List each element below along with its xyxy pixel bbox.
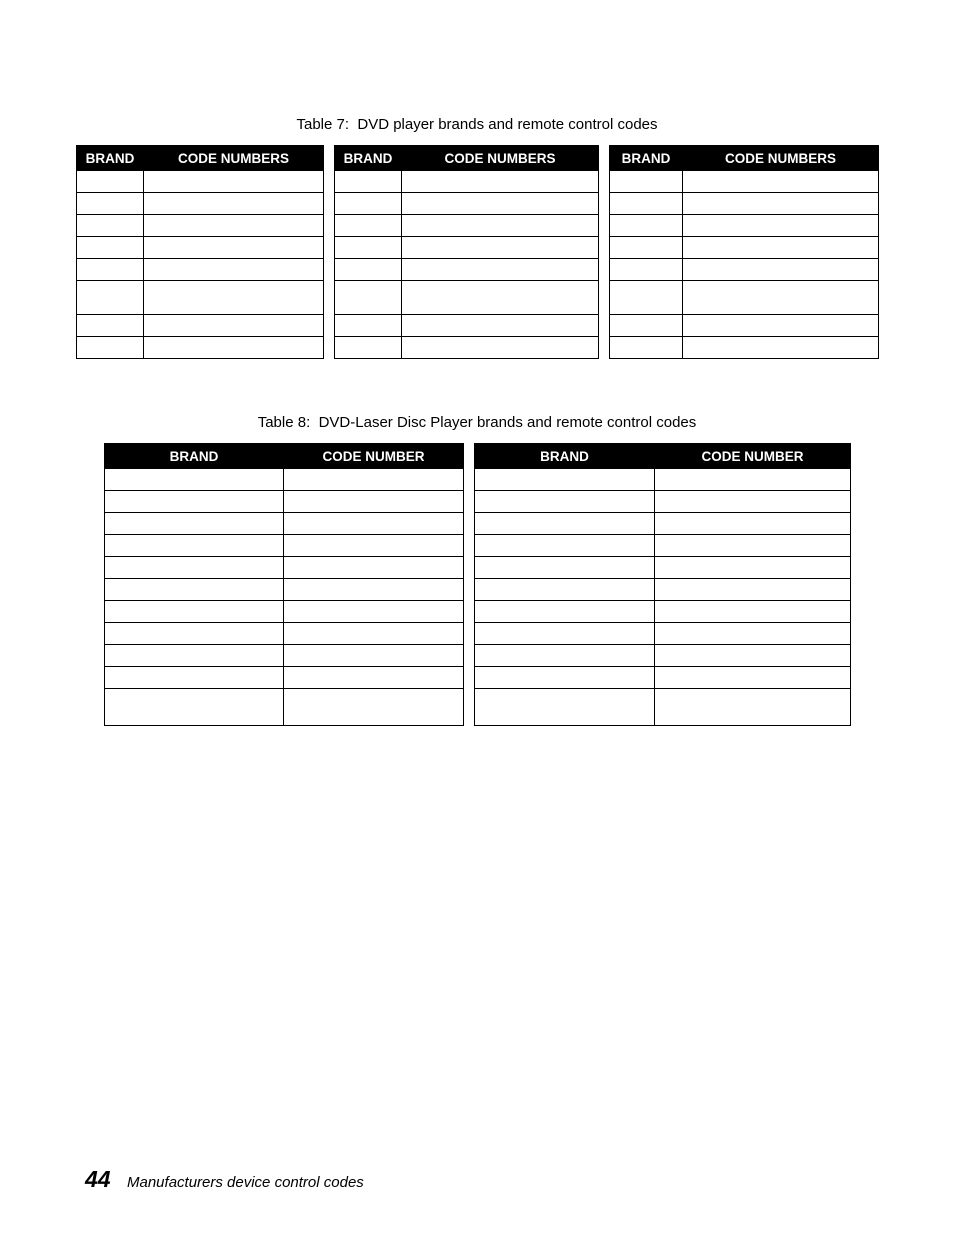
table-row — [475, 469, 851, 491]
table-row — [610, 259, 879, 281]
table7-panel-2 — [334, 145, 599, 359]
table-row — [77, 281, 324, 315]
table-row — [610, 337, 879, 359]
table-row — [105, 579, 464, 601]
code-numbers-header: CODE NUMBERS — [683, 146, 879, 171]
table-header-row — [335, 146, 599, 171]
table-row — [105, 689, 464, 726]
table-row — [475, 535, 851, 557]
table-row — [335, 237, 599, 259]
table8-caption: Table 8: DVD-Laser Disc Player brands and remote control codes — [257, 414, 697, 431]
table-row — [610, 215, 879, 237]
page-number: 44 — [85, 1166, 111, 1192]
table-row — [610, 315, 879, 337]
table-row — [475, 645, 851, 667]
table-row — [77, 215, 324, 237]
table-header-row — [475, 444, 851, 469]
table-row — [77, 237, 324, 259]
code-number-header: CODE NUMBER — [284, 444, 464, 469]
table-row — [77, 315, 324, 337]
table-row — [105, 513, 464, 535]
brand-header: BRAND — [610, 146, 683, 171]
table-row — [610, 281, 879, 315]
table-row — [105, 535, 464, 557]
table-row — [335, 315, 599, 337]
table-row — [335, 281, 599, 315]
table-row — [475, 557, 851, 579]
table-row — [77, 259, 324, 281]
table7-caption: Table 7: DVD player brands and remote control codes — [296, 116, 658, 133]
table-row — [610, 237, 879, 259]
table-row — [77, 193, 324, 215]
table7-panel-3 — [609, 145, 879, 359]
table-row — [335, 215, 599, 237]
table-row — [77, 337, 324, 359]
brand-header: BRAND — [475, 444, 655, 469]
table8-panel-2 — [474, 443, 851, 726]
table-header-row — [610, 146, 879, 171]
table-row — [475, 689, 851, 726]
table-row — [475, 579, 851, 601]
brand-header: BRAND — [77, 146, 144, 171]
brand-header: BRAND — [105, 444, 284, 469]
table-row — [335, 259, 599, 281]
table-row — [105, 667, 464, 689]
table-row — [475, 601, 851, 623]
table-row — [475, 513, 851, 535]
table-row — [475, 491, 851, 513]
table-row — [105, 557, 464, 579]
table-row — [475, 667, 851, 689]
table-row — [335, 171, 599, 193]
section-title: Manufacturers device control codes — [127, 1174, 364, 1191]
table-row — [610, 171, 879, 193]
table-row — [335, 337, 599, 359]
table-row — [105, 623, 464, 645]
code-numbers-header: CODE NUMBERS — [402, 146, 599, 171]
table-row — [105, 601, 464, 623]
table-row — [77, 171, 324, 193]
code-numbers-header: CODE NUMBERS — [144, 146, 324, 171]
table-row — [105, 645, 464, 667]
table-header-row — [77, 146, 324, 171]
table-row — [105, 469, 464, 491]
table-header-row — [105, 444, 464, 469]
table-row — [610, 193, 879, 215]
code-number-header: CODE NUMBER — [655, 444, 851, 469]
table-row — [335, 193, 599, 215]
table-row — [475, 623, 851, 645]
table8-panel-1 — [104, 443, 464, 726]
brand-header: BRAND — [335, 146, 402, 171]
table7-panel-1 — [76, 145, 324, 359]
table-row — [105, 491, 464, 513]
